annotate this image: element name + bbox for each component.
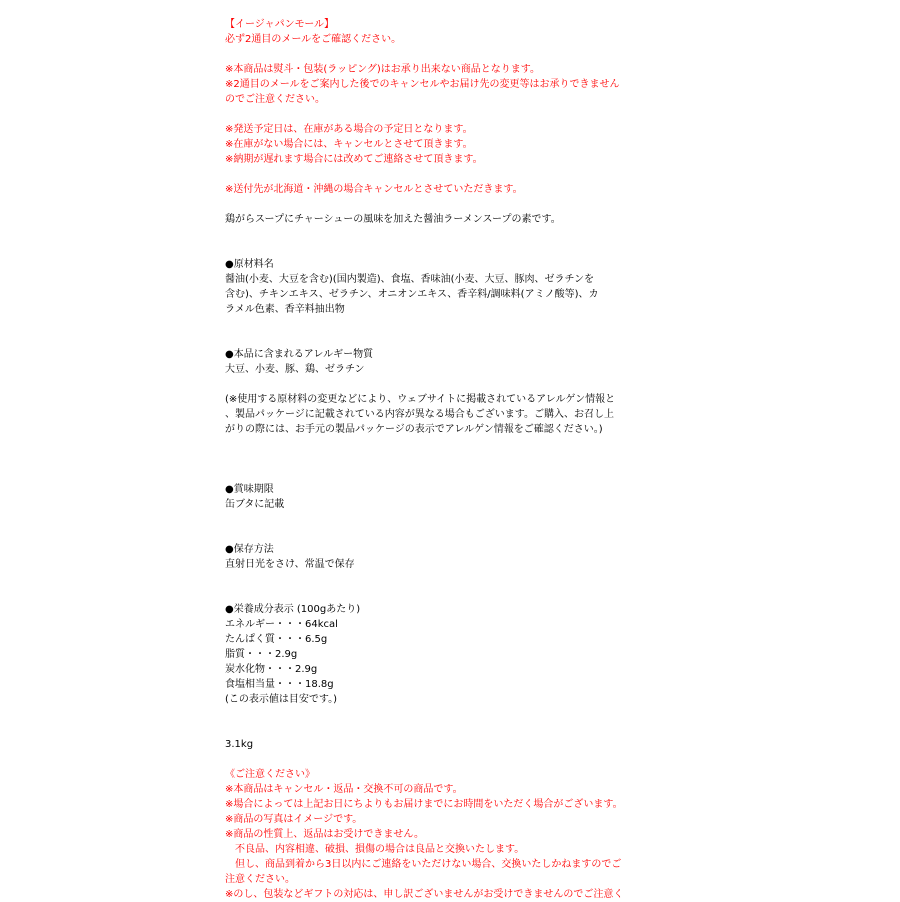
cancel-notice-line-1: ※2通目のメールをご案内した後でのキャンセルやお届け先の変更等はお承りできません xyxy=(225,79,620,90)
nutrition-heading: ●栄養成分表示 (100gあたり) xyxy=(225,604,361,615)
nutrition-note: (この表示値は目安です。) xyxy=(225,694,338,705)
spacer xyxy=(225,107,655,122)
spacer xyxy=(225,527,655,542)
caution-contact-line-2: 注意ください。 xyxy=(225,874,295,885)
cancel-notice-line-2: のでご注意ください。 xyxy=(225,94,325,105)
nutrition-protein: たんぱく質・・・6.5g xyxy=(225,634,328,645)
product-description xyxy=(225,17,655,902)
spacer xyxy=(225,722,655,737)
ingredients-line-1: 醤油(小麦、大豆を含む)(国内製造)、食塩、香味油(小麦、大豆、豚肉、ゼラチンを xyxy=(225,274,595,285)
storage-value: 直射日光をさけ、常温で保存 xyxy=(225,559,355,570)
caution-nature: ※商品の性質上、返品はお受けできません。 xyxy=(225,829,424,840)
expiry-heading: ●賞味期限 xyxy=(225,484,274,495)
caution-gift: ※のし、包装などギフトの対応は、申し訳ございませんがお受けできませんのでご注意く xyxy=(225,889,624,900)
spacer xyxy=(225,752,655,767)
ingredients-line-3: ラメル色素、香辛料抽出物 xyxy=(225,304,345,315)
nutrition-fat: 脂質・・・2.9g xyxy=(225,649,298,660)
no-stock-notice: ※在庫がない場合には、キャンセルとさせて頂きます。 xyxy=(225,139,473,150)
expiry-value: 缶ブタに記載 xyxy=(225,499,285,510)
spacer xyxy=(225,512,655,527)
caution-image: ※商品の写真はイメージです。 xyxy=(225,814,363,825)
nutrition-salt: 食塩相当量・・・18.8g xyxy=(225,679,334,690)
storage-heading: ●保存方法 xyxy=(225,544,274,555)
product-summary: 鶏がらスープにチャーシューの風味を加えた醤油ラーメンスープの素です。 xyxy=(225,214,561,225)
spacer xyxy=(225,242,655,257)
spacer xyxy=(225,332,655,347)
nutrition-energy: エネルギー・・・64kcal xyxy=(225,619,338,630)
allergen-list: 大豆、小麦、豚、鶏、ゼラチン xyxy=(225,364,365,375)
nutrition-carbs: 炭水化物・・・2.9g xyxy=(225,664,318,675)
wrapping-notice: ※本商品は熨斗・包装(ラッピング)はお承り出来ない商品となります。 xyxy=(225,64,540,75)
allergen-note-line-3: がりの際には、お手元の製品パッケージの表示でアレルゲン情報をご確認ください。) xyxy=(225,424,603,435)
spacer xyxy=(225,707,655,722)
allergen-heading: ●本品に含まれるアレルギー物質 xyxy=(225,349,374,360)
spacer xyxy=(225,227,655,242)
ingredients-line-2: 含む)、チキンエキス、ゼラチン、オニオンエキス、香辛料/調味料(アミノ酸等)、カ xyxy=(225,289,599,300)
product-weight: 3.1kg xyxy=(225,739,254,750)
spacer xyxy=(225,317,655,332)
allergen-note-line-1: (※使用する原材料の変更などにより、ウェブサイトに掲載されているアレルゲン情報と xyxy=(225,394,616,405)
spacer xyxy=(225,452,655,467)
mail-notice: 必ず2通目のメールをご確認ください。 xyxy=(225,34,402,45)
caution-contact-line-1: 但し、商品到着から3日以内にご連絡をいただけない場合、交換いたしかねますのでご xyxy=(225,859,622,870)
spacer xyxy=(225,167,655,182)
spacer xyxy=(225,467,655,482)
caution-timing: ※場合によっては上記お日にちよりもお届けまでにお時間をいただく場合がございます。 xyxy=(225,799,623,810)
spacer xyxy=(225,197,655,212)
region-notice: ※送付先が北海道・沖縄の場合キャンセルとさせていただきます。 xyxy=(225,184,523,195)
ingredients-heading: ●原材料名 xyxy=(225,259,274,270)
caution-no-return: ※本商品はキャンセル・返品・交換不可の商品です。 xyxy=(225,784,463,795)
caution-heading: 《ご注意ください》 xyxy=(225,769,315,780)
spacer xyxy=(225,587,655,602)
delay-notice: ※納期が遅れます場合には改めてご連絡させて頂きます。 xyxy=(225,154,483,165)
allergen-note-line-2: 、製品パッケージに記載されている内容が異なる場合もございます。ご購入、お召し上 xyxy=(225,409,614,420)
caution-defect: 不良品、内容相違、破損、損傷の場合は良品と交換いたします。 xyxy=(225,844,525,855)
shop-name: 【イージャパンモール】 xyxy=(225,19,334,30)
spacer xyxy=(225,47,655,62)
spacer xyxy=(225,437,655,452)
spacer xyxy=(225,377,655,392)
spacer xyxy=(225,572,655,587)
ship-date-notice: ※発送予定日は、在庫がある場合の予定日となります。 xyxy=(225,124,473,135)
